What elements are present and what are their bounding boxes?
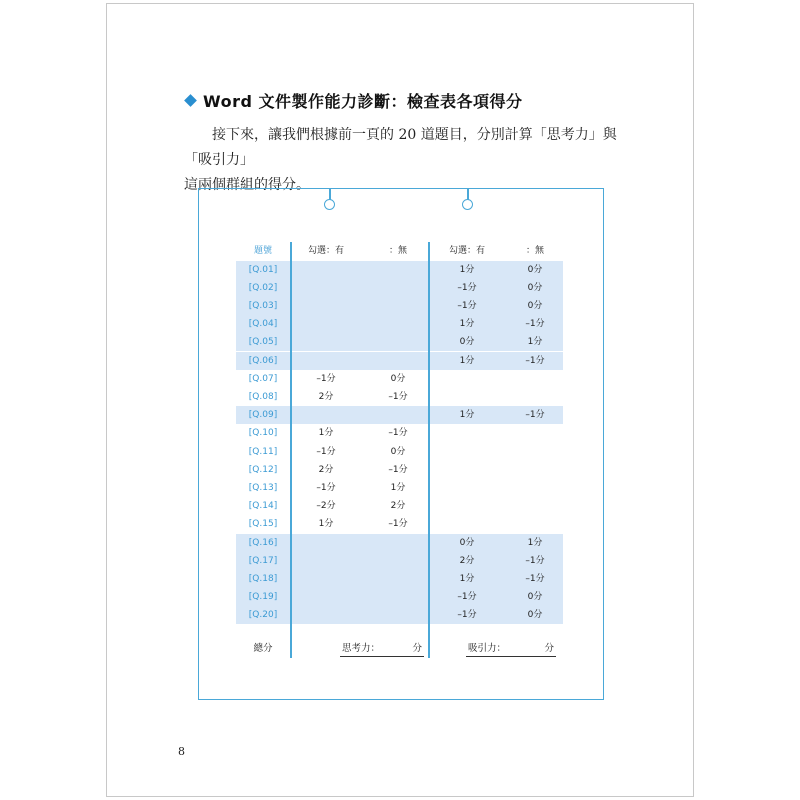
attraction-yes-cell: 1分 <box>459 319 475 330</box>
thinking-no-cell: –1分 <box>388 519 408 530</box>
thinking-yes-cell: –1分 <box>316 373 336 384</box>
attraction-yes-cell <box>442 497 492 515</box>
thinking-no-cell <box>374 588 422 606</box>
attraction-no-cell: –1分 <box>525 410 545 421</box>
question-cell: [Q.20] <box>248 610 278 621</box>
thinking-yes-cell: 1分 <box>318 428 334 439</box>
thinking-yes-cell <box>300 261 352 279</box>
attraction-no-cell <box>510 443 560 461</box>
attraction-no-cell: –1分 <box>525 319 545 330</box>
table-row <box>236 479 563 497</box>
thinking-no-cell <box>374 406 422 424</box>
thinking-yes-cell: 2分 <box>318 464 334 475</box>
table-header <box>236 242 563 260</box>
thinking-yes-cell <box>300 588 352 606</box>
question-cell: [Q.13] <box>248 482 278 493</box>
table-row <box>236 497 563 515</box>
thinking-yes-cell: 2分 <box>318 391 334 402</box>
thinking-yes-cell <box>300 315 352 333</box>
attraction-no-cell <box>510 479 560 497</box>
attraction-yes-cell: –1分 <box>457 282 477 293</box>
attraction-yes-cell: 1分 <box>459 355 475 366</box>
question-cell: [Q.04] <box>248 319 278 330</box>
question-cell: [Q.11] <box>248 446 278 457</box>
thinking-yes-cell <box>300 297 352 315</box>
attraction-yes-cell <box>442 443 492 461</box>
question-cell: [Q.10] <box>248 428 278 439</box>
table-row <box>236 424 563 442</box>
question-cell: [Q.06] <box>248 355 278 366</box>
attraction-no-cell <box>510 497 560 515</box>
thinking-yes-cell <box>300 406 352 424</box>
thinking-no-cell <box>374 333 422 351</box>
question-cell: [Q.01] <box>248 264 278 275</box>
attraction-total-unit: 分 <box>544 643 554 654</box>
table-row <box>236 279 563 297</box>
attraction-yes-cell: –1分 <box>457 610 477 621</box>
thinking-yes-cell: –1分 <box>316 446 336 457</box>
thinking-no-cell: 2分 <box>390 501 406 512</box>
total-label: 總分 <box>253 643 273 654</box>
question-cell: [Q.14] <box>248 501 278 512</box>
table-row <box>236 315 563 333</box>
thinking-yes-cell <box>300 606 352 624</box>
thinking-no-cell <box>374 297 422 315</box>
thinking-no-cell: –1分 <box>388 391 408 402</box>
question-cell: [Q.03] <box>248 300 278 311</box>
header-thinking-no: ：無 <box>388 246 407 256</box>
thinking-no-cell <box>374 552 422 570</box>
thinking-yes-cell <box>300 352 352 370</box>
thinking-no-cell: 1分 <box>390 482 406 493</box>
intro-line-2: 這兩個群組的得分。 <box>184 177 310 193</box>
table-row <box>236 443 563 461</box>
diamond-bullet-icon <box>184 94 197 107</box>
attraction-yes-cell: 1分 <box>459 264 475 275</box>
thinking-no-cell: 0分 <box>390 446 406 457</box>
thinking-yes-cell: –2分 <box>316 501 336 512</box>
thinking-yes-cell <box>300 552 352 570</box>
thinking-no-cell: –1分 <box>388 464 408 475</box>
table-row <box>236 370 563 388</box>
divider-after-question <box>290 242 292 658</box>
table-row <box>236 606 563 624</box>
question-cell: [Q.17] <box>248 555 278 566</box>
header-attraction-no: ：無 <box>525 246 544 256</box>
attraction-no-cell: 0分 <box>527 592 543 603</box>
header-attraction-yes: 勾選：有 <box>448 246 485 256</box>
attraction-yes-cell: 1分 <box>459 410 475 421</box>
thinking-no-cell <box>374 534 422 552</box>
attraction-yes-cell <box>442 479 492 497</box>
question-cell: [Q.05] <box>248 337 278 348</box>
question-cell: [Q.15] <box>248 519 278 530</box>
binder-ring-left-icon <box>324 199 335 210</box>
question-cell: [Q.18] <box>248 573 278 584</box>
attraction-no-cell: –1分 <box>525 555 545 566</box>
header-thinking-yes: 勾選：有 <box>307 246 344 256</box>
thinking-total-label: 思考力： <box>342 643 381 654</box>
thinking-no-cell <box>374 606 422 624</box>
thinking-no-cell <box>374 570 422 588</box>
attraction-yes-cell: 1分 <box>459 573 475 584</box>
thinking-yes-cell: –1分 <box>316 482 336 493</box>
attraction-yes-cell: 0分 <box>459 537 475 548</box>
thinking-yes-cell <box>300 534 352 552</box>
table-row <box>236 552 563 570</box>
attraction-no-cell: –1分 <box>525 355 545 366</box>
thinking-no-cell <box>374 352 422 370</box>
question-cell: [Q.16] <box>248 537 278 548</box>
attraction-no-cell <box>510 388 560 406</box>
question-cell: [Q.08] <box>248 391 278 402</box>
attraction-yes-cell <box>442 461 492 479</box>
attraction-total-field <box>466 640 556 657</box>
thinking-total-field <box>340 640 424 657</box>
header-question: 題號 <box>253 246 272 256</box>
attraction-total-label: 吸引力： <box>468 643 507 654</box>
attraction-no-cell: 0分 <box>527 282 543 293</box>
table-row <box>236 352 563 370</box>
attraction-no-cell <box>510 461 560 479</box>
table-row <box>236 534 563 552</box>
intro-paragraph <box>184 123 624 198</box>
page-number: 8 <box>178 745 185 758</box>
attraction-yes-cell: 0分 <box>459 337 475 348</box>
attraction-no-cell <box>510 515 560 533</box>
question-cell: [Q.02] <box>248 282 278 293</box>
thinking-no-cell <box>374 279 422 297</box>
table-row <box>236 388 563 406</box>
thinking-yes-cell <box>300 570 352 588</box>
table-row <box>236 333 563 351</box>
binder-ring-right-icon <box>462 199 473 210</box>
attraction-yes-cell <box>442 370 492 388</box>
thinking-no-cell: –1分 <box>388 428 408 439</box>
question-cell: [Q.07] <box>248 373 278 384</box>
attraction-yes-cell <box>442 515 492 533</box>
attraction-no-cell: 1分 <box>527 337 543 348</box>
attraction-yes-cell <box>442 388 492 406</box>
table-row <box>236 588 563 606</box>
thinking-yes-cell <box>300 279 352 297</box>
divider-between-groups <box>428 242 430 658</box>
attraction-no-cell: 0分 <box>527 610 543 621</box>
thinking-yes-cell: 1分 <box>318 519 334 530</box>
attraction-yes-cell <box>442 424 492 442</box>
thinking-total-unit: 分 <box>412 643 422 654</box>
thinking-no-cell <box>374 315 422 333</box>
attraction-yes-cell: –1分 <box>457 300 477 311</box>
table-row <box>236 515 563 533</box>
section-heading <box>184 88 523 112</box>
table-row <box>236 297 563 315</box>
table-row <box>236 570 563 588</box>
attraction-no-cell <box>510 370 560 388</box>
question-cell: [Q.12] <box>248 464 278 475</box>
heading-text: Word 文件製作能力診斷：檢查表各項得分 <box>203 91 523 111</box>
attraction-no-cell: 0分 <box>527 264 543 275</box>
thinking-no-cell <box>374 261 422 279</box>
question-cell: [Q.19] <box>248 592 278 603</box>
thinking-no-cell: 0分 <box>390 373 406 384</box>
table-row <box>236 406 563 424</box>
attraction-no-cell: –1分 <box>525 573 545 584</box>
attraction-no-cell: 0分 <box>527 300 543 311</box>
table-row <box>236 261 563 279</box>
attraction-yes-cell: 2分 <box>459 555 475 566</box>
attraction-no-cell: 1分 <box>527 537 543 548</box>
attraction-yes-cell: –1分 <box>457 592 477 603</box>
thinking-yes-cell <box>300 333 352 351</box>
table-row <box>236 461 563 479</box>
attraction-no-cell <box>510 424 560 442</box>
intro-line-1: 接下來，讓我們根據前一頁的 20 道題目，分別計算「思考力」與「吸引力」 <box>184 127 617 168</box>
question-cell: [Q.09] <box>248 410 278 421</box>
